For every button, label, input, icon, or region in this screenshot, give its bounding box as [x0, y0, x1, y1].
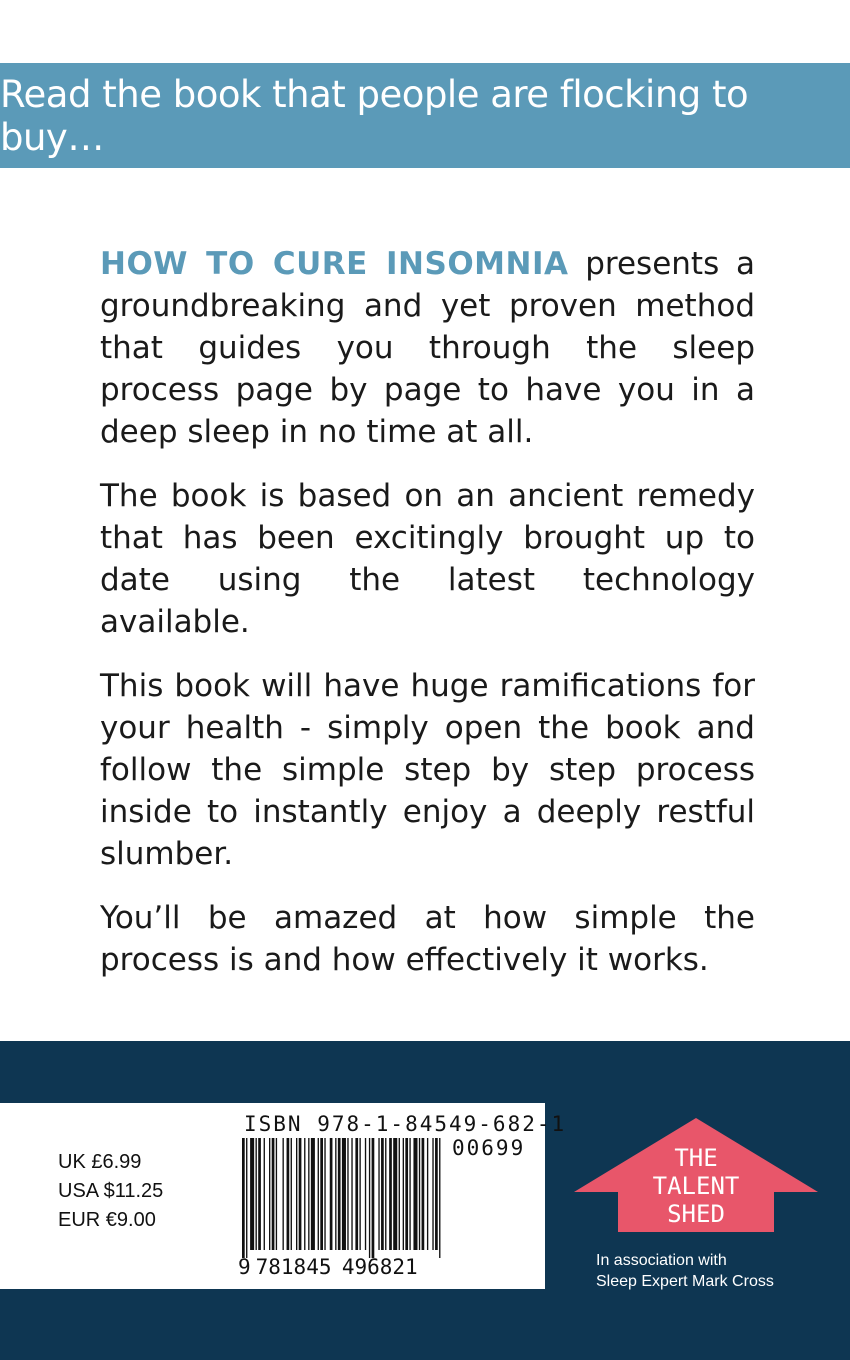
price-eur: EUR €9.00 — [58, 1209, 156, 1231]
logo-line-3: SHED — [667, 1200, 725, 1228]
isbn-number: ISBN 978-1-84549-682-1 — [244, 1112, 567, 1136]
barcode-digits-left: 781845 — [255, 1255, 332, 1279]
book-title-highlight: HOW TO CURE INSOMNIA — [100, 246, 569, 282]
book-description — [100, 243, 755, 1003]
logo-line-1: THE — [674, 1144, 718, 1172]
barcode-digit-first: 9 — [238, 1255, 251, 1279]
price-code: 00699 — [452, 1136, 526, 1160]
top-banner — [0, 63, 850, 168]
logo-line-2: TALENT — [652, 1172, 740, 1200]
description-paragraph-3: This book will have huge ramifications for your health - simply open the book and follow the simple step by step process inside to instantly enjoy a deeply restful slumber. — [100, 668, 755, 872]
barcode-digits-right: 496821 — [341, 1255, 418, 1279]
price-usa: USA $11.25 — [58, 1180, 164, 1202]
description-paragraph-1 — [100, 243, 755, 453]
description-paragraph-2: The book is based on an ancient remedy that has been excitingly brought up to date using the latest technology available. — [100, 478, 755, 640]
paragraph-1-text: presents a groundbreaking and yet proven method that guides you through the sleep process page by page to have you in a deep sleep in no time at all. — [100, 246, 755, 450]
banner-tagline: Read the book that people are flocking to buy… — [0, 72, 749, 159]
association-line-1: In association with — [596, 1252, 727, 1269]
association-line-2: Sleep Expert Mark Cross — [596, 1273, 774, 1290]
barcode-image — [238, 1138, 448, 1258]
description-paragraph-4: You’ll be amazed at how simple the process is and how effectively it works. — [100, 900, 755, 978]
talent-shed-logo — [572, 1116, 820, 1234]
price-uk: UK £6.99 — [58, 1151, 142, 1173]
association-credit — [596, 1250, 774, 1292]
barcode-digits — [238, 1255, 428, 1279]
price-list — [58, 1148, 163, 1235]
